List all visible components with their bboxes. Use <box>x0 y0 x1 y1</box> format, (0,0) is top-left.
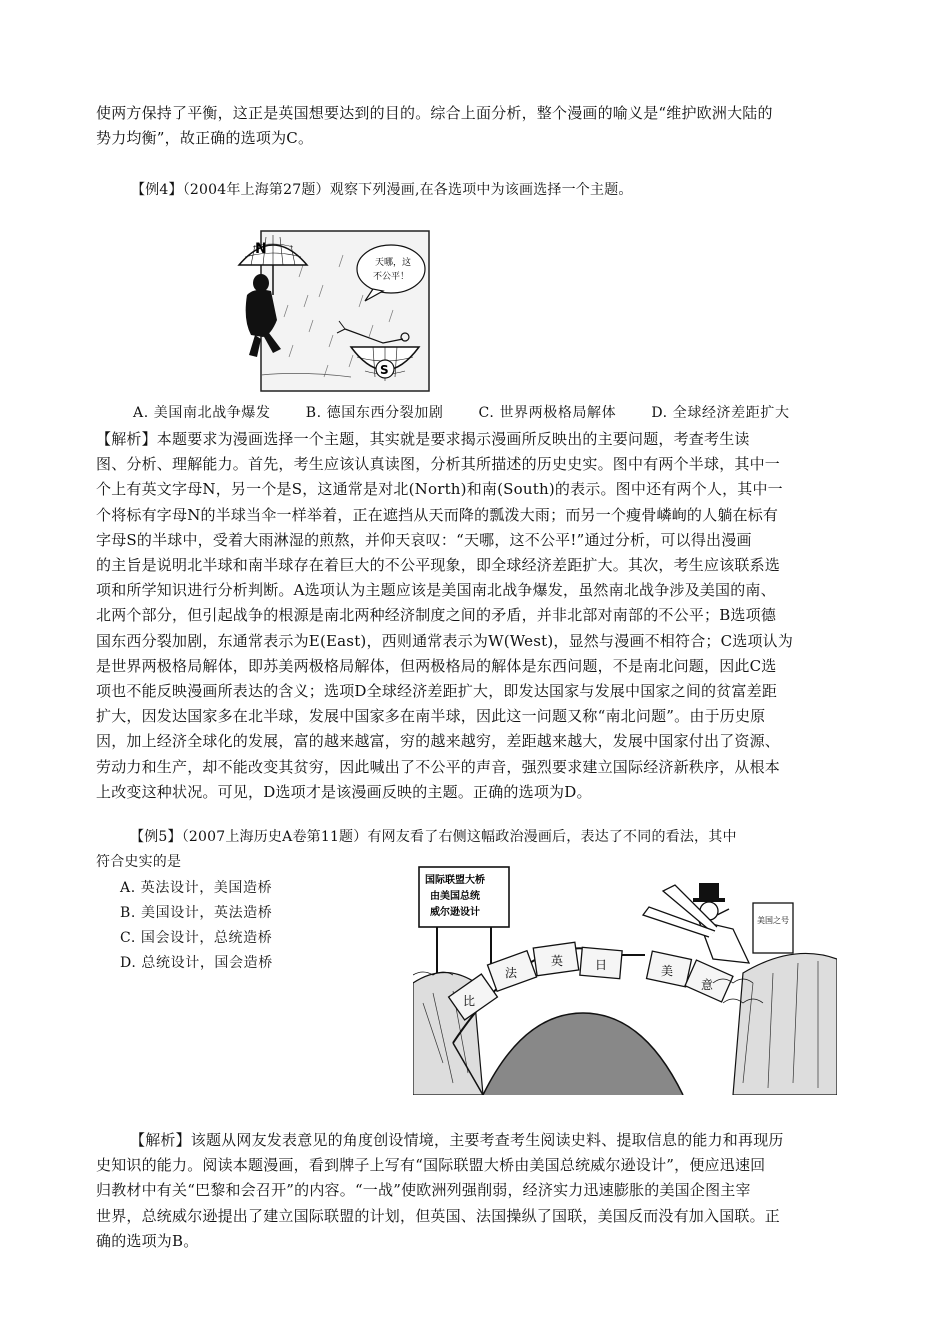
text-line: 【解析】该题从网友发表意见的角度创设情境，主要考查考生阅读史料、提取信息的能力和再现历 <box>130 1131 784 1149</box>
text-line: 个将标有字母N的半球当伞一样举着，正在遮挡从天而降的瓢泼大雨；而另一个瘦骨嶙峋的人躺在标有 <box>96 505 779 524</box>
text-line: 因，加上经济全球化的发展，富的越来越富，穷的越来越穷，差距越来越大，发展中国家付出了资源、 <box>96 732 781 751</box>
stone-label-4: 美 <box>661 964 674 978</box>
side-sign-text: 美国之号 <box>757 916 789 925</box>
text-line: 【解析】本题要求为漫画选择一个主题，其实就是要求揭示漫画所反映出的主要问题，考查考生读 <box>96 430 750 448</box>
stone-label-6: 日 <box>595 958 608 972</box>
text-line: 个上有英文字母N，另一个是S，这通常是对北(North)和南(South)的表示。图中还有两个人，其中一 <box>96 480 783 499</box>
sign-line1: 国际联盟大桥 <box>425 875 485 886</box>
text-line: 国东西分裂加剧，东通常表示为E(East)，西则通常表示为W(West)，显然与漫画不相符合；C选项认为 <box>96 631 794 650</box>
example5-options <box>120 876 273 976</box>
example5-analysis <box>96 1128 856 1254</box>
text-line: 史知识的能力。阅读本题漫画，看到牌子上写有“国际联盟大桥由美国总统威尔逊设计”，便应迅速回 <box>96 1156 766 1175</box>
text-line: 是世界两极格局解体，即苏美两极格局解体，但两极格局的解体是东西问题，不是南北问题，因此C选 <box>96 656 777 675</box>
text-line: 归教材中有关“巴黎和会召开”的内容。“一战”使欧洲列强削弱，经济实力迅速膨胀的美国企图主宰 <box>96 1181 751 1200</box>
example4-options <box>133 402 790 422</box>
text-line: 项和所学知识进行分析判断。A选项认为主题应该是美国南北战争爆发，虽然南北战争涉及美国的南、 <box>96 581 776 600</box>
sign-line2: 由美国总统 <box>430 891 480 902</box>
text-line: 确的选项为B。 <box>96 1231 199 1250</box>
north-south-cartoon-illustration <box>233 225 433 395</box>
option-a: A. 英法设计，美国造桥 <box>120 880 273 896</box>
text-line: 北两个部分，但引起战争的根源是南北两种经济制度之间的矛盾，并非北部对南部的不公平；B选项德 <box>96 606 777 625</box>
bubble-text-line2: 不公平！ <box>373 272 410 282</box>
text-line: 上改变这种状况。可见，D选项才是该漫画反映的主题。正确的选项为D。 <box>96 782 592 801</box>
option-d: D. 全球经济差距扩大 <box>651 405 790 421</box>
stone-label-5: 意 <box>701 978 714 992</box>
option-c: C. 国会设计，总统造桥 <box>120 930 273 946</box>
example4-heading: 【例4】（2004年上海第27题）观察下列漫画,在各选项中为该画选择一个主题。 <box>131 182 633 198</box>
text-line: 劳动力和生产，却不能改变其贫穷，因此喊出了不公平的声音，强烈要求建立国际经济新秩序，从根本 <box>96 757 781 776</box>
bubble-text-line1: 天哪，这 <box>375 258 412 268</box>
sign-line3: 威尔逊设计 <box>430 907 480 918</box>
text-line: 使两方保持了平衡，这正是英国想要达到的目的。综合上面分析，整个漫画的喻义是“维护欧洲大陆的 <box>96 104 773 122</box>
label-s: S <box>380 363 389 377</box>
text-line: 的主旨是说明北半球和南半球存在着巨大的不公平现象，即全球经济差距扩大。其次，考生应该联系选 <box>96 556 781 575</box>
example5-heading: 【例5】（2007上海历史A卷第11题）有网友看了右侧这幅政治漫画后，表达了不同的看法，其中 符合史实的是 <box>96 829 737 871</box>
stone-label-1: 比 <box>463 994 476 1008</box>
example4-cartoon <box>232 224 434 396</box>
option-d: D. 总统设计，国会造桥 <box>120 955 273 971</box>
text-line: 扩大，因发达国家多在北半球，发展中国家多在南半球，因此这一问题又称“南北问题”。由于历史原 <box>96 707 766 726</box>
label-n: N <box>255 241 267 257</box>
text-line: 字母S的半球中，受着大雨淋湿的煎熬，并仰天哀叹：“天哪，这不公平!”通过分析，可以得出漫画 <box>96 530 752 549</box>
example4-analysis <box>96 427 856 805</box>
example5-cartoon <box>412 862 838 1096</box>
text-line: 势力均衡”，故正确的选项为C。 <box>96 129 314 148</box>
option-a: A. 美国南北战争爆发 <box>133 405 271 421</box>
stone-label-2: 法 <box>505 966 518 980</box>
option-b: B. 美国设计，英法造桥 <box>120 905 273 921</box>
league-of-nations-bridge-illustration <box>413 863 837 1095</box>
option-b: B. 德国东西分裂加剧 <box>305 405 444 421</box>
option-c: C. 世界两极格局解体 <box>478 405 617 421</box>
text-line: 图、分析、理解能力。首先，考生应该认真读图，分析其所描述的历史史实。图中有两个半球，其中一 <box>96 455 781 474</box>
text-line: 项也不能反映漫画所表达的含义；选项D全球经济差距扩大，即发达国家与发展中国家之间的贫富差距 <box>96 682 778 701</box>
stone-label-3: 英 <box>551 954 564 968</box>
intro-paragraph <box>96 101 856 151</box>
text-line: 世界，总统威尔逊提出了建立国际联盟的计划，但英国、法国操纵了国联，美国反而没有加入国联。正 <box>96 1206 781 1225</box>
